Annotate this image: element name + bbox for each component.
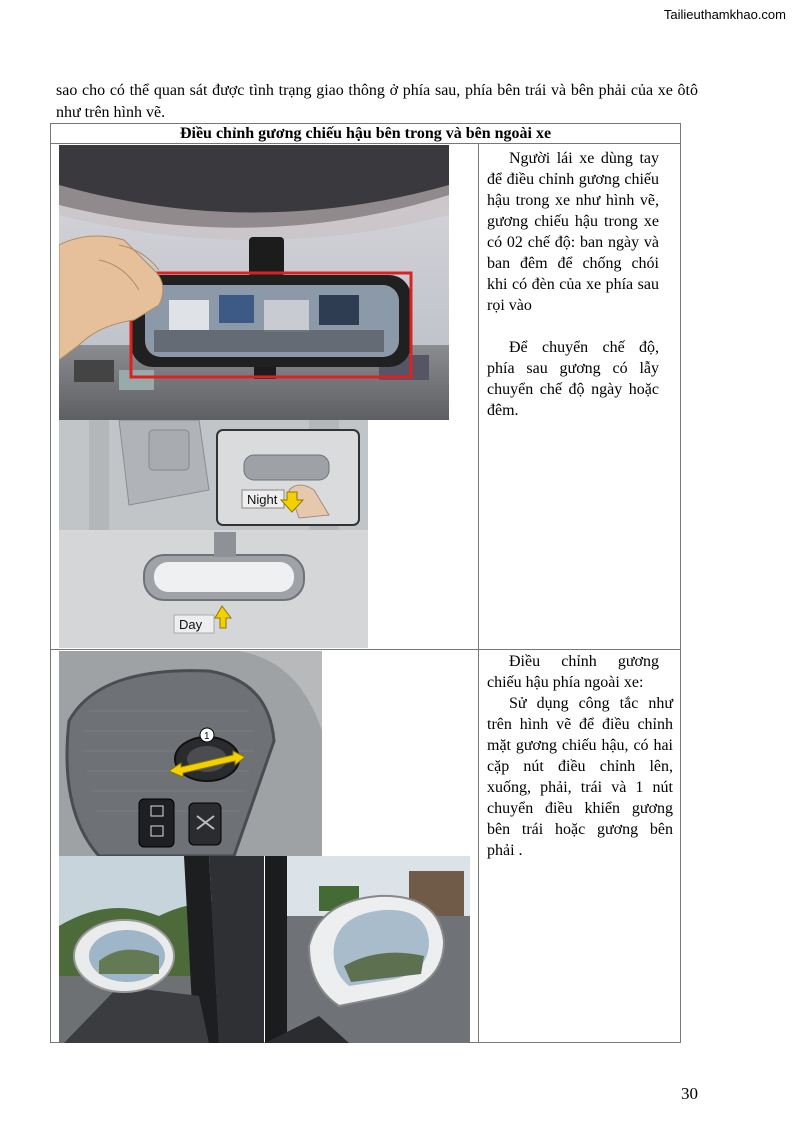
day-night-mirror-diagram [59,420,368,648]
row1-paragraph-2: Để chuyển chế độ, phía sau gương có lẫy chuyển chế độ ngày hoặc đêm. [487,339,659,419]
mirror-switch-photo [59,651,322,856]
site-watermark: Tailieuthamkhao.com [663,7,786,22]
row1-description [487,148,659,421]
row2-description [487,651,673,861]
side-mirrors-photo [59,856,470,1043]
intro-paragraph: sao cho có thể quan sát được tình trạng giao thông ở phía sau, phía bên trái và bên phải của xe ôtô như trên hình vẽ. [56,82,698,121]
interior-mirror-photo [59,145,449,420]
row2-paragraph-2: Sử dụng công tắc như trên hình vẽ để điều chỉnh mặt gương chiếu hậu, có hai cặp nút điều chỉnh lên, xuống, phải, trái và 1 nút chuyển điều khiển gương bên trái hoặc gương bên phải . [487,695,673,859]
table-title: Điều chỉnh gương chiếu hậu bên trong và bên ngoài xe [50,123,681,144]
knob-number-label: 1 [204,731,210,742]
day-label: Day [179,617,203,632]
night-label: Night [247,492,278,507]
page-number: 30 [681,1084,698,1103]
row1-paragraph-1: Người lái xe dùng tay để điều chỉnh gương chiếu hậu trong xe như hình vẽ, gương chiếu hậu trong xe có 02 chế độ: ban ngày và ban đêm để chống chói khi có đèn của xe phía sau rọi vào [487,150,659,314]
mirror-adjustment-table [50,123,681,1043]
row2-paragraph-1: Điều chỉnh gương chiếu hậu phía ngoài xe: [487,653,659,691]
